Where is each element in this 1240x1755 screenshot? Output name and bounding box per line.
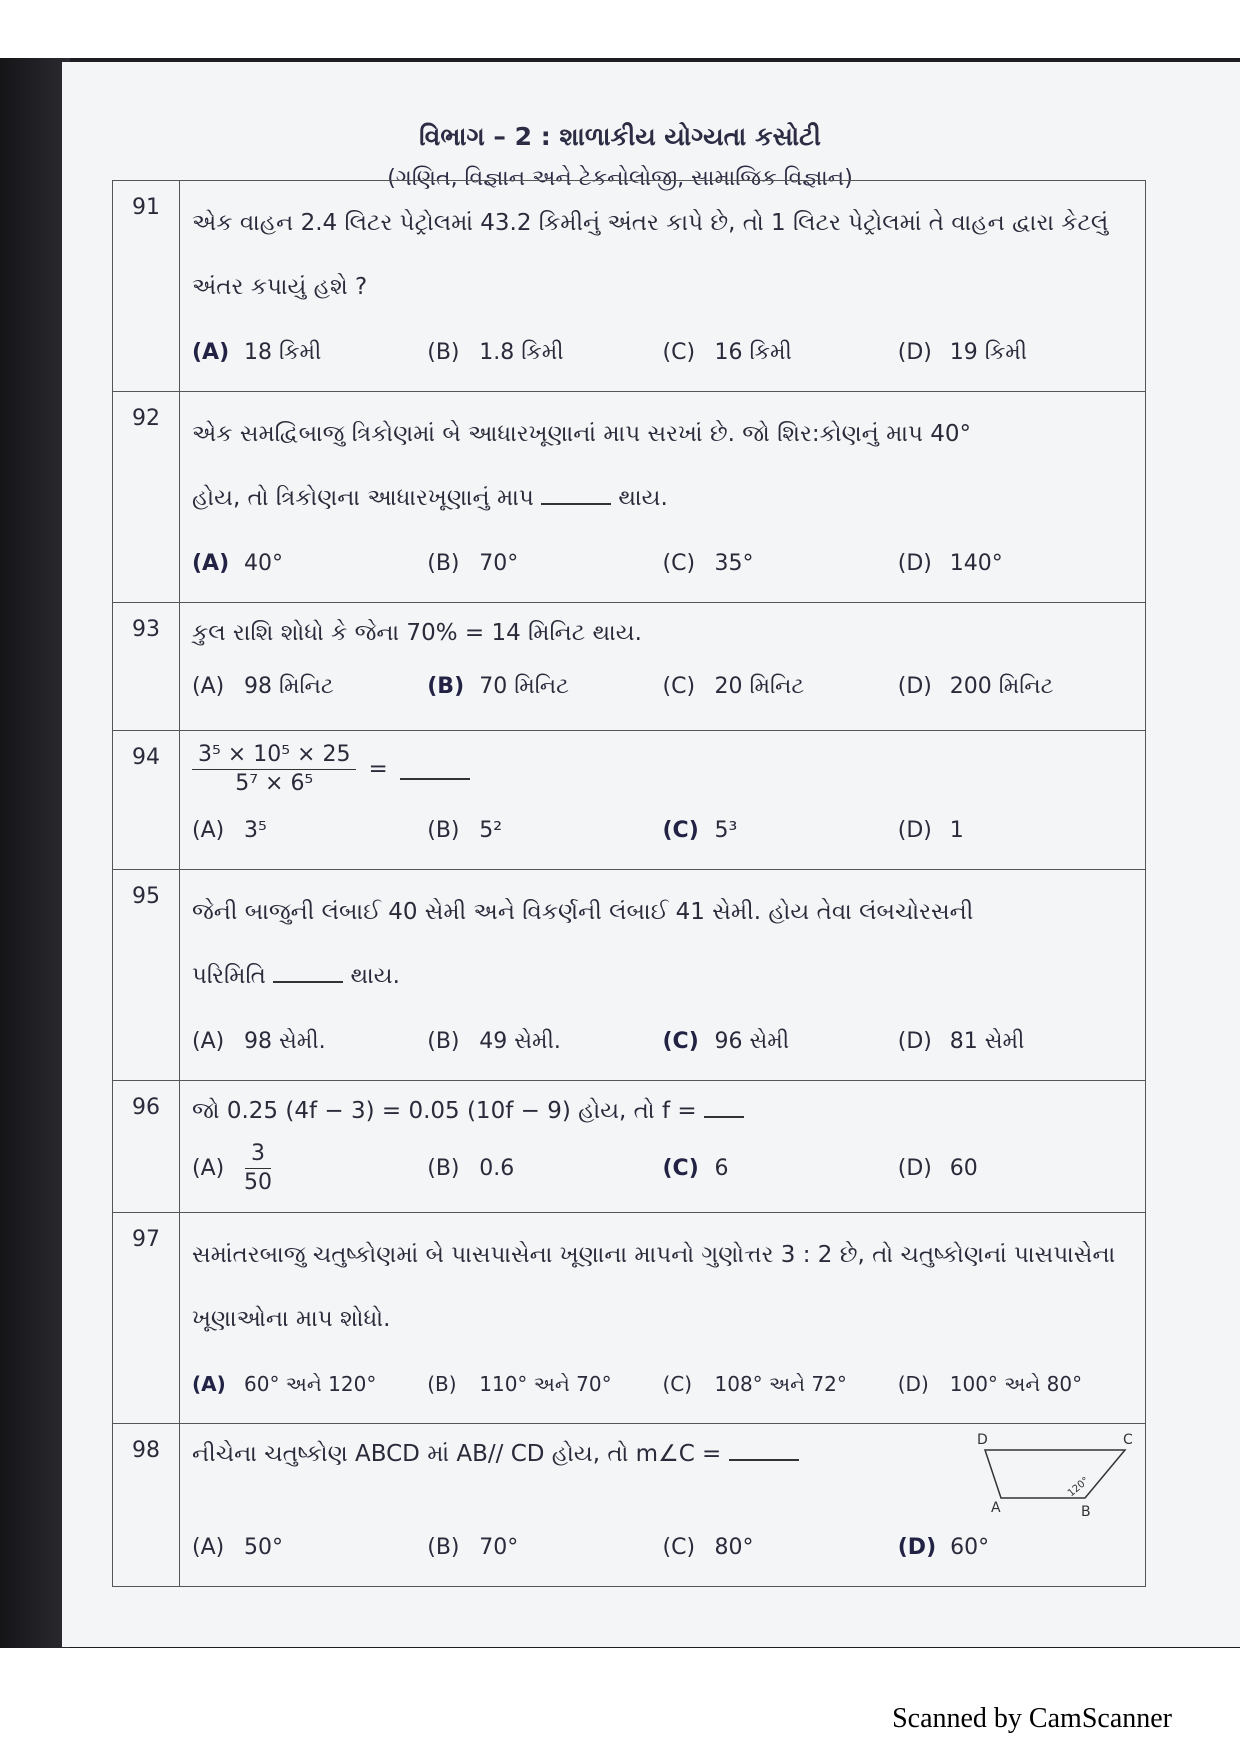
option-value: 18 કિમી <box>244 339 322 365</box>
option-value: 3⁵ <box>244 817 267 843</box>
question-text-wrap <box>192 1091 1133 1131</box>
option-value: 5² <box>479 817 503 843</box>
vertex-label-a: A <box>991 1500 1001 1516</box>
options-row <box>192 323 1133 381</box>
option-label: (C) <box>662 1372 693 1396</box>
option-b[interactable] <box>427 340 662 365</box>
question-number: 92 <box>113 392 180 603</box>
option-label: (B) <box>427 673 465 699</box>
bottom-margin <box>0 1648 1240 1755</box>
option-b[interactable] <box>427 1372 662 1396</box>
question-number: 95 <box>113 870 180 1081</box>
option-value: 98 સેમી. <box>244 1028 326 1054</box>
option-label: (B) <box>427 1155 460 1181</box>
option-value: 100° અને 80° <box>949 1372 1083 1396</box>
option-c[interactable] <box>663 1029 898 1054</box>
question-row <box>113 603 1146 731</box>
option-c[interactable] <box>663 1372 898 1396</box>
question-number: 97 <box>113 1213 180 1424</box>
option-label: (D) <box>897 339 932 365</box>
question-text: એક વાહન 2.4 લિટર પેટ્રોલમાં 43.2 કિમીનું અંતર કાપે છે, તો 1 લિટર પેટ્રોલમાં તે વાહન દ્વારા કેટલું અંતર કપાયું હશે ? <box>192 210 1109 300</box>
option-label: (A) <box>192 1372 226 1396</box>
options-row <box>192 1135 1133 1201</box>
option-a[interactable] <box>192 551 427 576</box>
option-label: (C) <box>662 673 696 699</box>
question-number: 94 <box>113 731 180 870</box>
option-value: 20 મિનિટ <box>714 673 805 699</box>
options-row <box>192 657 1133 715</box>
question-row <box>113 731 1146 870</box>
section-title: વિભાગ – 2 : શાળાકીય યોગ્યતા કસોટી <box>419 122 821 151</box>
option-label: (A) <box>192 1028 225 1054</box>
option-d[interactable] <box>898 1156 1133 1181</box>
numerator: 3 <box>245 1140 271 1169</box>
option-b[interactable] <box>427 1535 662 1560</box>
dark-background-edge <box>0 58 70 1648</box>
option-a[interactable] <box>192 340 427 365</box>
option-value: 96 સેમી <box>714 1028 790 1054</box>
option-d[interactable] <box>898 674 1133 699</box>
option-label: (D) <box>897 1534 937 1560</box>
question-row <box>113 392 1146 603</box>
option-label: (B) <box>427 1372 457 1396</box>
option-b[interactable] <box>427 818 662 843</box>
question-table <box>112 180 1146 1587</box>
question-text: કુલ રાશિ શોધો કે જેના 70% = 14 મિનિટ થાય. <box>192 620 642 646</box>
question-number: 91 <box>113 181 180 392</box>
option-value: 49 સેમી. <box>479 1028 561 1054</box>
question-row <box>113 181 1146 392</box>
numerator: 3⁵ × 10⁵ × 25 <box>192 741 356 770</box>
option-value: 80° <box>714 1534 754 1560</box>
option-value: 16 કિમી <box>714 339 792 365</box>
option-c[interactable] <box>663 1535 898 1560</box>
fraction <box>192 741 356 798</box>
option-value: 0.6 <box>479 1155 515 1181</box>
option-c[interactable] <box>663 674 898 699</box>
denominator: 50 <box>244 1169 272 1195</box>
option-value: 19 કિમી <box>949 339 1028 365</box>
fraction <box>244 1140 272 1197</box>
option-label: (D) <box>897 673 932 699</box>
option-label: (B) <box>427 1534 460 1560</box>
option-b[interactable] <box>427 1156 662 1181</box>
option-label: (D) <box>897 1155 932 1181</box>
answer-blank <box>729 1439 799 1461</box>
option-b[interactable] <box>427 1029 662 1054</box>
options-row <box>192 1355 1133 1413</box>
vertex-label-b: B <box>1081 1504 1091 1520</box>
answer-blank <box>400 758 470 780</box>
option-d[interactable] <box>898 1029 1133 1054</box>
option-value: 1.8 કિમી <box>479 339 564 365</box>
option-value: 110° અને 70° <box>479 1372 612 1396</box>
option-value: 81 સેમી <box>949 1028 1025 1054</box>
option-c[interactable] <box>663 1156 898 1181</box>
answer-blank <box>541 483 611 505</box>
option-label: (A) <box>192 550 230 576</box>
option-a[interactable] <box>192 1372 427 1396</box>
angle-label: 120° <box>1065 1475 1092 1500</box>
option-value: 6 <box>714 1155 729 1181</box>
option-label: (A) <box>192 817 225 843</box>
option-label: (B) <box>427 1028 460 1054</box>
option-d[interactable] <box>898 818 1133 843</box>
question-number: 98 <box>113 1424 180 1587</box>
option-label: (A) <box>192 1155 225 1181</box>
option-value: 140° <box>949 550 1003 576</box>
option-d[interactable] <box>898 340 1133 365</box>
option-value: 98 મિનિટ <box>244 673 334 699</box>
option-b[interactable] <box>427 674 662 699</box>
question-row <box>113 1424 1146 1587</box>
option-d[interactable] <box>898 1372 1133 1396</box>
question-number: 93 <box>113 603 180 731</box>
option-a[interactable] <box>192 1535 427 1560</box>
option-value: 60° અને 120° <box>244 1372 377 1396</box>
option-label: (C) <box>662 339 696 365</box>
option-d[interactable] <box>898 1535 1133 1560</box>
question-text: જેની બાજુની લંબાઈ 40 સેમી અને વિકર્ણની લંબાઈ 41 સેમી. હોય તેવા લંબચોરસની પરિમિતિ થાય. <box>192 899 974 989</box>
option-label: (C) <box>662 1028 699 1054</box>
option-label: (A) <box>192 673 225 699</box>
question-row <box>113 870 1146 1081</box>
option-label: (D) <box>897 550 932 576</box>
options-row <box>192 534 1133 592</box>
option-label: (B) <box>427 339 460 365</box>
option-value: 60° <box>950 1534 990 1560</box>
option-c[interactable] <box>663 340 898 365</box>
option-d[interactable] <box>898 551 1133 576</box>
option-label: (C) <box>662 1534 696 1560</box>
option-value: 60 <box>949 1155 978 1181</box>
option-label: (C) <box>662 550 696 576</box>
vertex-label-c: C <box>1123 1432 1133 1448</box>
option-label: (D) <box>897 1028 932 1054</box>
question-row <box>113 1081 1146 1213</box>
question-text: જો 0.25 (4f − 3) = 0.05 (10f − 9) હોય, તો f = <box>192 1098 697 1124</box>
option-label: (D) <box>897 1372 929 1396</box>
option-value: 70° <box>479 1534 519 1560</box>
option-label: (B) <box>427 817 460 843</box>
vertex-label-d: D <box>977 1432 988 1448</box>
option-value: 108° અને 72° <box>714 1372 847 1396</box>
question-expression: $\frac{\text{3⁵ × 10⁵ × 25}}{\text{5⁷ × 6⁵}}$ = <box>192 741 1133 797</box>
trapezium-figure <box>955 1428 1135 1528</box>
option-c[interactable] <box>663 818 898 843</box>
option-value: 200 મિનિટ <box>949 673 1054 699</box>
option-b[interactable] <box>427 551 662 576</box>
option-a[interactable] <box>192 1029 427 1054</box>
option-value: 40° <box>244 550 283 576</box>
option-value: 35° <box>714 550 754 576</box>
options-row <box>192 801 1133 859</box>
option-value: 5³ <box>714 817 738 843</box>
answer-blank <box>704 1096 744 1118</box>
section-subtitle: (ગણિત, વિજ્ઞાન અને ટેકનોલોજી, સામાજિક વિજ્ઞાન) <box>387 166 853 191</box>
question-text: એક સમદ્વિબાજુ ત્રિકોણમાં બે આધારખૂણાનાં માપ સરખાં છે. જો શિર:કોણનું માપ 40° હોય, તો ત્રિકોણના આધારખૂણાનું માપ થાય. <box>192 421 972 511</box>
option-a[interactable] <box>192 1140 427 1197</box>
option-a[interactable] <box>192 818 427 843</box>
denominator: 5⁷ × 6⁵ <box>235 770 314 796</box>
option-label: (A) <box>192 339 230 365</box>
option-value: 70° <box>479 550 519 576</box>
option-label: (A) <box>192 1534 225 1560</box>
question-number: 96 <box>113 1081 180 1213</box>
option-value: 1 <box>949 817 964 843</box>
option-a[interactable] <box>192 674 427 699</box>
options-row <box>192 1012 1133 1070</box>
option-label: (C) <box>662 1155 699 1181</box>
scanner-watermark: Scanned by CamScanner <box>892 1703 1172 1734</box>
question-text: નીચેના ચતુષ્કોણ ABCD માં AB// CD હોય, તો m∠C = <box>192 1441 722 1467</box>
option-value: 50° <box>244 1534 283 1560</box>
option-label: (B) <box>427 550 460 576</box>
option-label: (D) <box>897 817 932 843</box>
option-value: 70 મિનિટ <box>479 673 569 699</box>
question-text: સમાંતરબાજુ ચતુષ્કોણમાં બે પાસપાસેના ખૂણાના માપનો ગુણોત્તર 3 : 2 છે, તો ચતુષ્કોણનાં પાસપાસેના ખૂણાઓના માપ શોધો. <box>192 1242 1116 1332</box>
option-label: (C) <box>662 817 699 843</box>
option-c[interactable] <box>663 551 898 576</box>
question-row <box>113 1213 1146 1424</box>
answer-blank <box>273 961 343 983</box>
